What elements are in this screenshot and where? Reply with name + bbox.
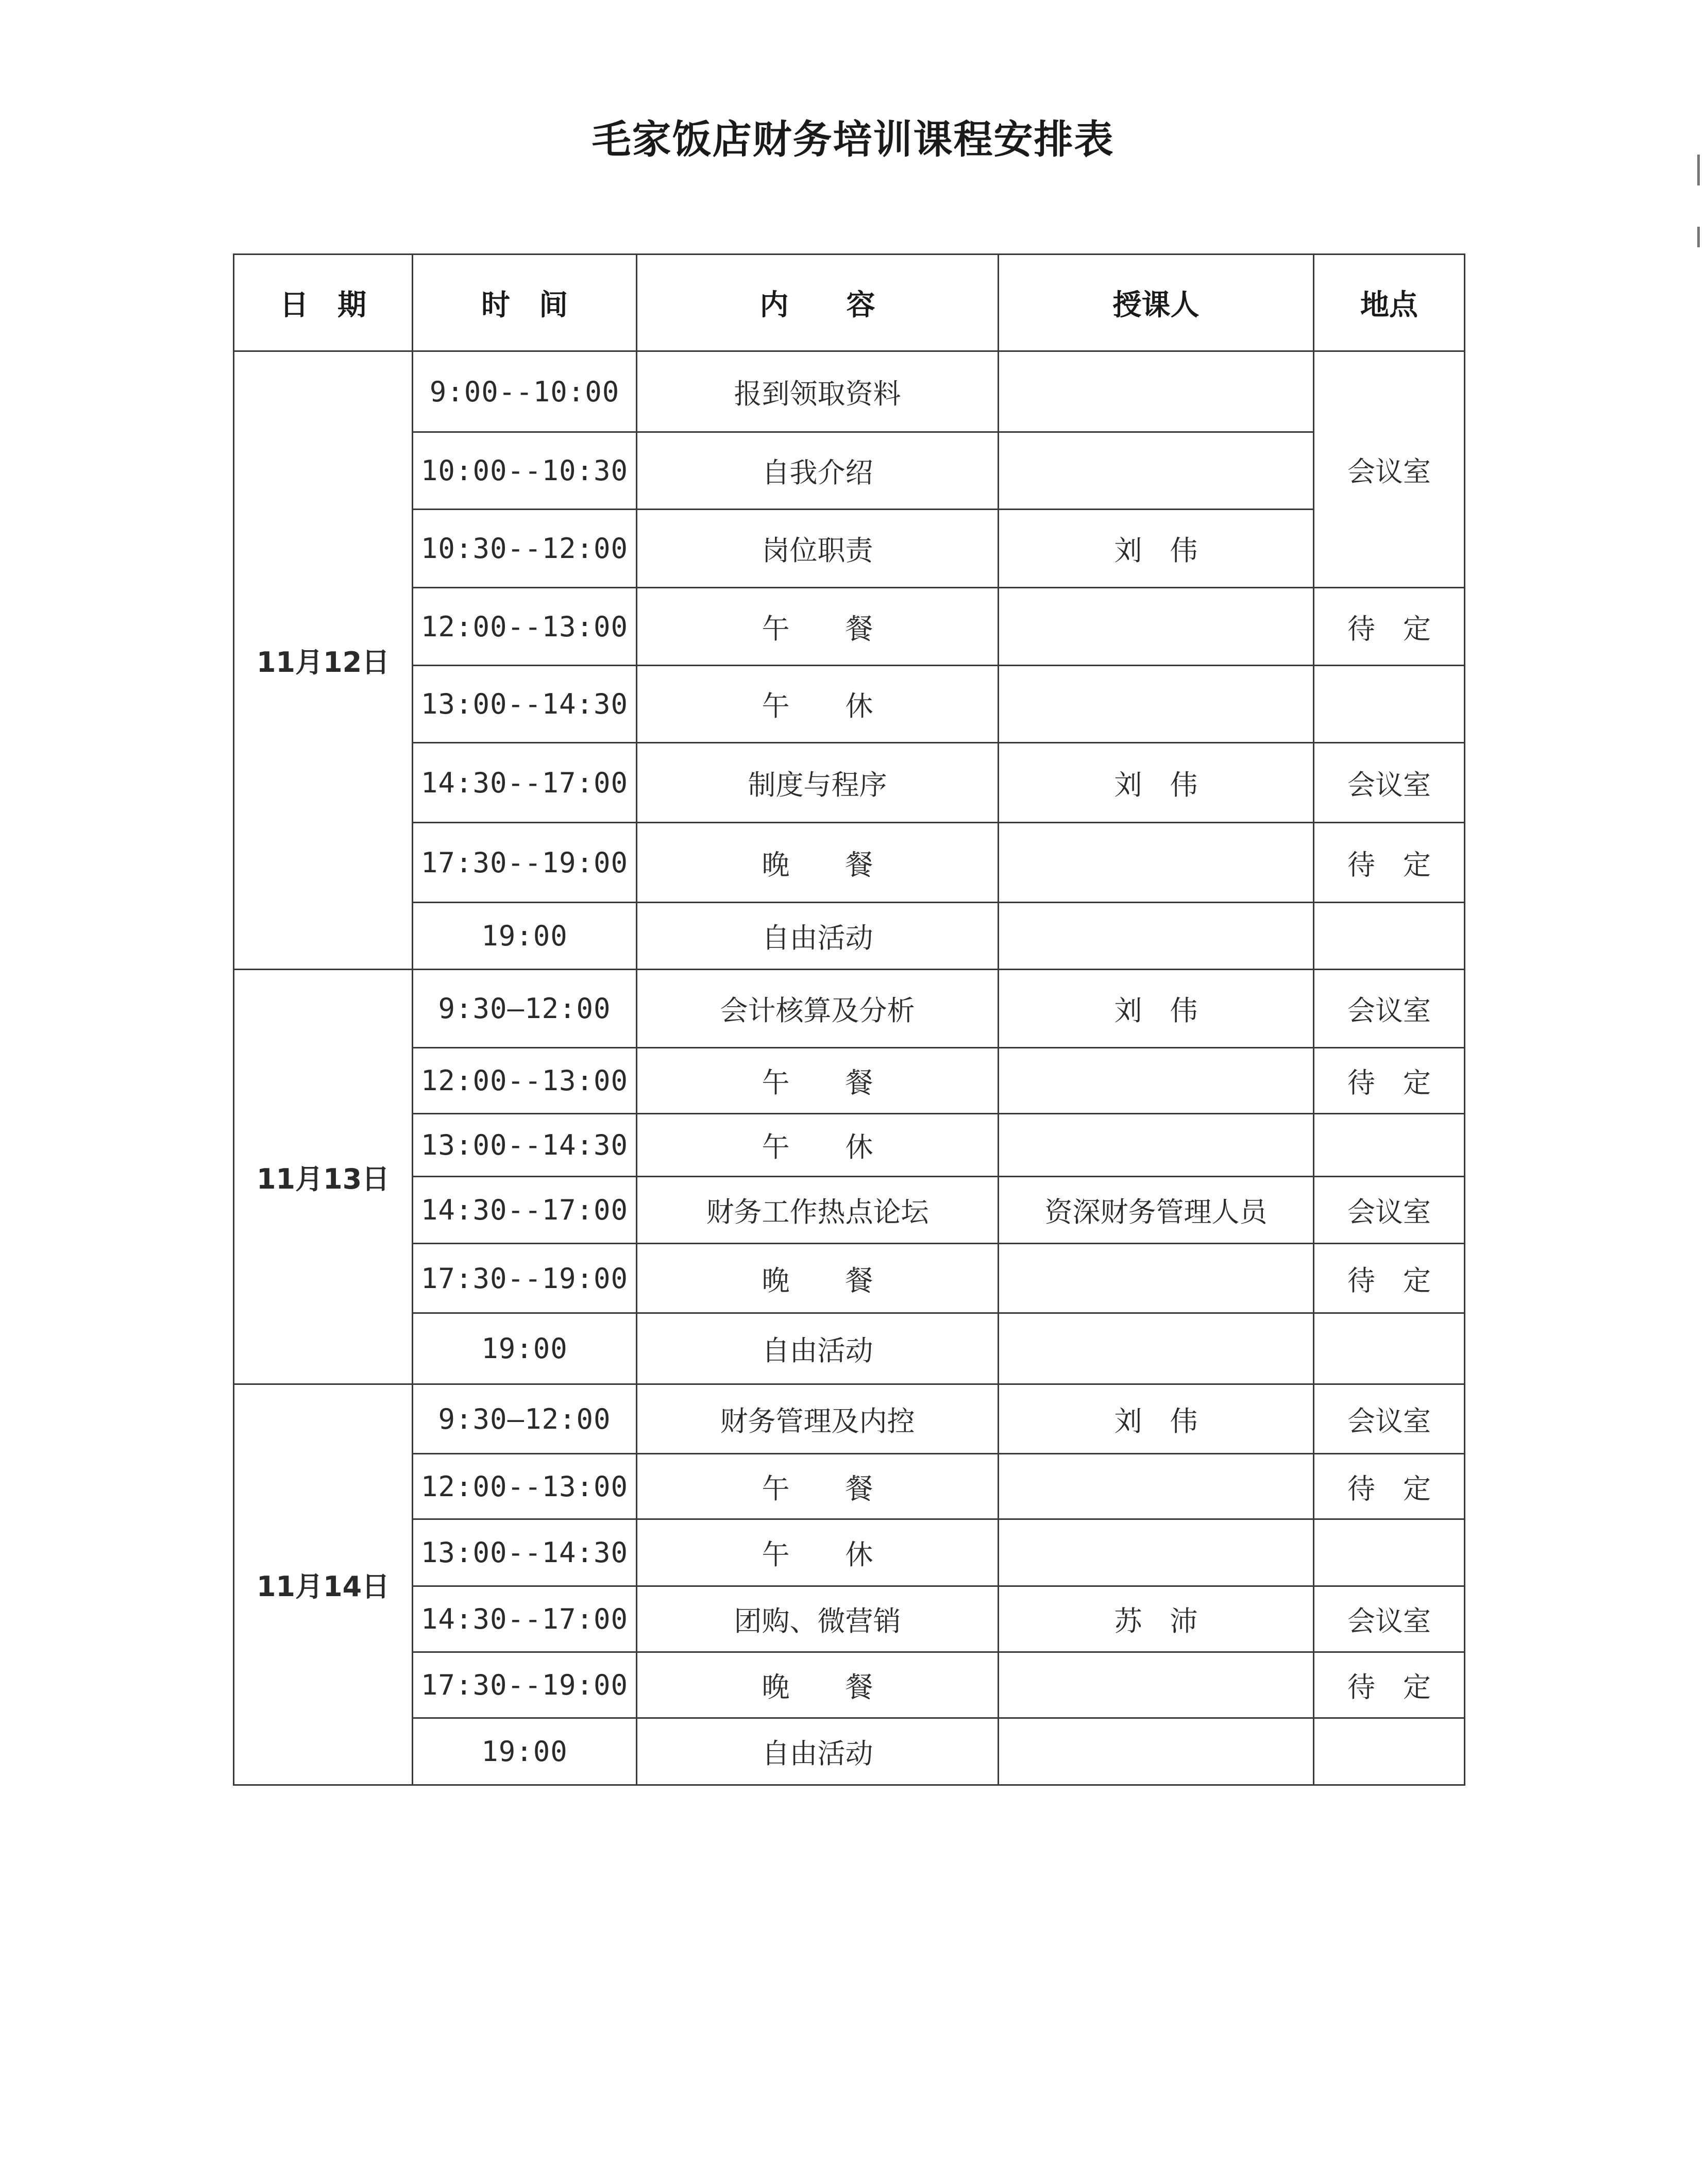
time-cell: 14:30--17:00: [413, 1177, 637, 1244]
location-cell: [1314, 1114, 1465, 1177]
content-cell: 午 休: [637, 1519, 999, 1586]
header-date: 日 期: [234, 255, 413, 351]
location-cell: [1314, 1718, 1465, 1785]
location-cell: [1314, 903, 1465, 970]
time-cell: 19:00: [413, 1313, 637, 1384]
scan-edge-mark: [1697, 227, 1700, 247]
time-cell: 10:30--12:00: [413, 510, 637, 588]
time-cell: 19:00: [413, 903, 637, 970]
content-cell: 财务管理及内控: [637, 1384, 999, 1454]
table-row: [234, 510, 1465, 588]
header-time: 时 间: [413, 255, 637, 351]
table-row: [234, 1586, 1465, 1652]
location-cell: 会议室: [1314, 970, 1465, 1048]
schedule-table: [233, 253, 1465, 1786]
lecturer-cell: 刘 伟: [999, 743, 1314, 823]
location-cell: [1314, 1313, 1465, 1384]
content-cell: 制度与程序: [637, 743, 999, 823]
lecturer-cell: 资深财务管理人员: [999, 1177, 1314, 1244]
location-cell: 会议室: [1314, 1384, 1465, 1454]
lecturer-cell: [999, 1519, 1314, 1586]
table-row: [234, 1652, 1465, 1718]
date-cell: 11月14日: [234, 1384, 413, 1785]
location-cell: 待 定: [1314, 588, 1465, 666]
page-title: 毛家饭店财务培训课程安排表: [592, 116, 1114, 162]
table-row: [234, 1718, 1465, 1785]
table-row: [234, 1313, 1465, 1384]
table-row: [234, 1384, 1465, 1454]
content-cell: 岗位职责: [637, 510, 999, 588]
lecturer-cell: [999, 1718, 1314, 1785]
content-cell: 晚 餐: [637, 1244, 999, 1313]
content-cell: 午 餐: [637, 1454, 999, 1519]
content-cell: 晚 餐: [637, 1652, 999, 1718]
lecturer-cell: [999, 432, 1314, 510]
location-cell: 待 定: [1314, 1244, 1465, 1313]
content-cell: 午 餐: [637, 1048, 999, 1114]
scan-edge-mark: [1697, 155, 1700, 185]
location-cell: 会议室: [1314, 743, 1465, 823]
location-cell: [1314, 666, 1465, 743]
time-cell: 9:30—12:00: [413, 970, 637, 1048]
table-row: [234, 1244, 1465, 1313]
time-cell: 19:00: [413, 1718, 637, 1785]
content-cell: 午 休: [637, 1114, 999, 1177]
lecturer-cell: [999, 1313, 1314, 1384]
header-content: 内 容: [637, 255, 999, 351]
content-cell: 晚 餐: [637, 823, 999, 903]
content-cell: 自由活动: [637, 1313, 999, 1384]
lecturer-cell: 苏 沛: [999, 1586, 1314, 1652]
header-row: [234, 255, 1465, 351]
lecturer-cell: [999, 1114, 1314, 1177]
location-cell: 待 定: [1314, 1454, 1465, 1519]
lecturer-cell: [999, 351, 1314, 432]
content-cell: 午 休: [637, 666, 999, 743]
location-cell: 待 定: [1314, 1048, 1465, 1114]
time-cell: 10:00--10:30: [413, 432, 637, 510]
lecturer-cell: 刘 伟: [999, 970, 1314, 1048]
date-cell: 11月12日: [234, 351, 413, 970]
location-cell: [1314, 1519, 1465, 1586]
lecturer-cell: [999, 823, 1314, 903]
time-cell: 12:00--13:00: [413, 1454, 637, 1519]
lecturer-cell: [999, 1048, 1314, 1114]
time-cell: 13:00--14:30: [413, 1519, 637, 1586]
location-cell: 会议室: [1314, 1586, 1465, 1652]
table-row: [234, 1454, 1465, 1519]
content-cell: 自由活动: [637, 1718, 999, 1785]
lecturer-cell: [999, 588, 1314, 666]
location-cell: 待 定: [1314, 823, 1465, 903]
table-row: [234, 743, 1465, 823]
content-cell: 团购、微营销: [637, 1586, 999, 1652]
content-cell: 财务工作热点论坛: [637, 1177, 999, 1244]
lecturer-cell: 刘 伟: [999, 510, 1314, 588]
table-row: [234, 351, 1465, 432]
lecturer-cell: 刘 伟: [999, 1384, 1314, 1454]
lecturer-cell: [999, 903, 1314, 970]
time-cell: 17:30--19:00: [413, 1244, 637, 1313]
location-cell: 待 定: [1314, 1652, 1465, 1718]
header-location: 地点: [1314, 255, 1465, 351]
date-cell: 11月13日: [234, 970, 413, 1384]
table-row: [234, 1048, 1465, 1114]
table-row: [234, 1177, 1465, 1244]
content-cell: 报到领取资料: [637, 351, 999, 432]
lecturer-cell: [999, 666, 1314, 743]
table-row: [234, 588, 1465, 666]
header-lecturer: 授课人: [999, 255, 1314, 351]
content-cell: 自我介绍: [637, 432, 999, 510]
time-cell: 14:30--17:00: [413, 1586, 637, 1652]
content-cell: 自由活动: [637, 903, 999, 970]
table-row: [234, 970, 1465, 1048]
time-cell: 14:30--17:00: [413, 743, 637, 823]
time-cell: 13:00--14:30: [413, 1114, 637, 1177]
time-cell: 12:00--13:00: [413, 588, 637, 666]
location-cell: 会议室: [1314, 1177, 1465, 1244]
table-row: [234, 1114, 1465, 1177]
table-row: [234, 1519, 1465, 1586]
table-row: [234, 432, 1465, 510]
content-cell: 会计核算及分析: [637, 970, 999, 1048]
time-cell: 17:30--19:00: [413, 823, 637, 903]
lecturer-cell: [999, 1652, 1314, 1718]
lecturer-cell: [999, 1244, 1314, 1313]
time-cell: 17:30--19:00: [413, 1652, 637, 1718]
table-row: [234, 903, 1465, 970]
time-cell: 9:30—12:00: [413, 1384, 637, 1454]
location-cell: 会议室: [1314, 351, 1465, 588]
time-cell: 9:00--10:00: [413, 351, 637, 432]
table-row: [234, 666, 1465, 743]
table-row: [234, 823, 1465, 903]
time-cell: 13:00--14:30: [413, 666, 637, 743]
content-cell: 午 餐: [637, 588, 999, 666]
lecturer-cell: [999, 1454, 1314, 1519]
time-cell: 12:00--13:00: [413, 1048, 637, 1114]
